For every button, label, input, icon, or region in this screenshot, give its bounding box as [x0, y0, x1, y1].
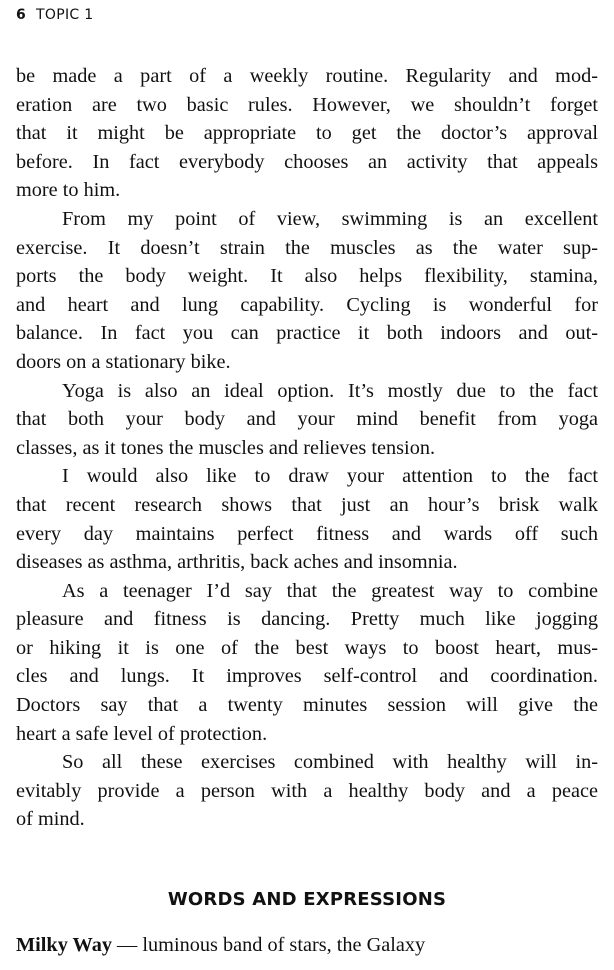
vocabulary-definition: luminous band of stars, the Galaxy	[142, 934, 426, 956]
text-line: be made a part of a weekly routine. Regularity and mod-	[16, 65, 598, 87]
text-line: heart a safe level of protection.	[16, 722, 268, 745]
text-line: or hiking it is one of the best ways to boost heart, mus-	[16, 636, 598, 659]
text-line: doors on a stationary bike.	[16, 350, 231, 373]
text-line: balance. In fact you can practice it both indoors and out-	[16, 322, 598, 345]
text-line: cles and lungs. It improves self-control and coordination.	[16, 665, 598, 688]
text-line: every day maintains perfect fitness and wards off such	[16, 522, 598, 545]
page-number: 6	[16, 7, 27, 23]
running-head	[16, 7, 93, 23]
text-line: more to him.	[16, 179, 121, 202]
text-line: that both your body and your mind benefit from yoga	[16, 408, 598, 431]
section-heading: WORDS AND EXPRESSIONS	[167, 889, 447, 910]
text-line: exercise. It doesn’t strain the muscles as the water sup-	[16, 236, 598, 259]
paragraph-first-line: I would also like to draw your attention to the fact	[62, 465, 598, 488]
text-line: that it might be appropriate to get the doctor’s approval	[16, 122, 598, 145]
text-line: diseases as asthma, arthritis, back aches and insomnia.	[16, 551, 458, 574]
body-text	[16, 62, 598, 834]
vocabulary-entry	[16, 934, 425, 957]
paragraph-first-line: From my point of view, swimming is an excellent	[62, 207, 598, 230]
vocabulary-separator: —	[111, 934, 143, 956]
paragraph-first-line: So all these exercises combined with healthy will in-	[62, 751, 598, 774]
text-line: pleasure and fitness is dancing. Pretty much like jogging	[16, 608, 598, 631]
text-line: eration are two basic rules. However, we shouldn’t forget	[16, 93, 598, 116]
text-line: classes, as it tones the muscles and relieves tension.	[16, 436, 436, 459]
text-line: Doctors say that a twenty minutes session will give the	[16, 694, 598, 717]
text-line: ports the body weight. It also helps flexibility, stamina,	[16, 265, 598, 288]
vocabulary-term: Milky Way	[16, 934, 112, 956]
text-line: evitably provide a person with a healthy body and a peace	[16, 779, 598, 802]
topic-label: TOPIC 1	[36, 7, 94, 23]
text-line: before. In fact everybody chooses an activity that appeals	[16, 150, 598, 173]
paragraph-first-line: Yoga is also an ideal option. It’s mostly due to the fact	[62, 379, 598, 402]
text-line: and heart and lung capability. Cycling is wonderful for	[16, 293, 598, 316]
paragraph-first-line: As a teenager I’d say that the greatest way to combine	[62, 579, 598, 602]
text-line: of mind.	[16, 808, 85, 831]
text-line: that recent research shows that just an hour’s brisk walk	[16, 493, 598, 516]
